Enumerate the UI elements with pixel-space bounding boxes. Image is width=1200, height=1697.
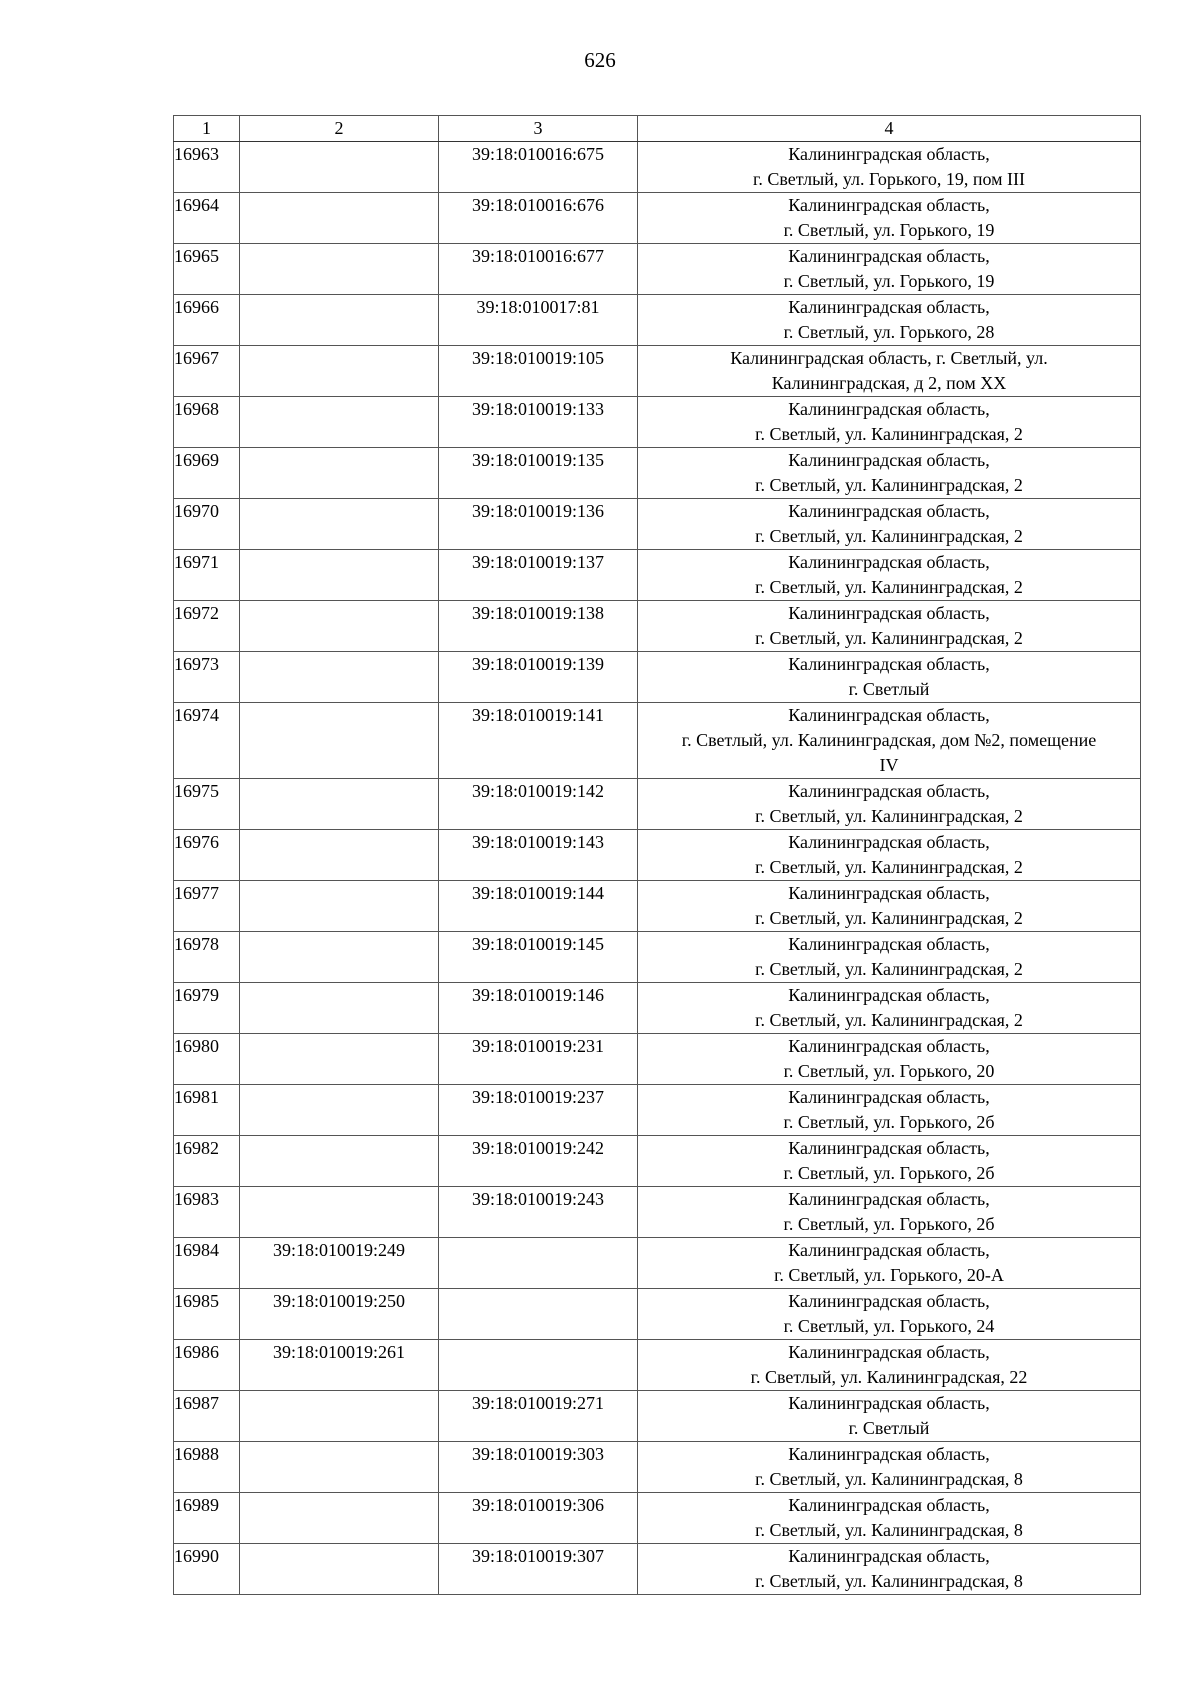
address-line: г. Светлый, ул. Горького, 19 [783, 220, 995, 240]
row-number-cell: 16990 [174, 1544, 240, 1595]
address-line: г. Светлый, ул. Горького, 24 [783, 1316, 995, 1336]
cadastral-number-col2-cell [240, 1442, 439, 1493]
cadastral-number-col3-cell: 39:18:010019:139 [439, 652, 638, 703]
address-line: Калининградская область, [788, 1444, 990, 1464]
address-line: г. Светлый, ул. Калининградская, 8 [755, 1469, 1023, 1489]
cadastral-number-col2-cell [240, 932, 439, 983]
address-cell [638, 295, 1141, 346]
address-cell [638, 142, 1141, 193]
cadastral-number-col2-cell [240, 142, 439, 193]
address-cell [638, 652, 1141, 703]
cadastral-number-col3-cell: 39:18:010019:143 [439, 830, 638, 881]
cadastral-number-col3-cell: 39:18:010016:675 [439, 142, 638, 193]
table-row [174, 932, 1141, 983]
cadastral-number-col2-cell: 39:18:010019:250 [240, 1289, 439, 1340]
cadastral-number-col2-cell [240, 830, 439, 881]
address-cell [638, 1238, 1141, 1289]
address-line: Калининградская область, [788, 450, 990, 470]
address-line: г. Светлый [848, 1418, 930, 1438]
address-line: г. Светлый, ул. Горького, 28 [783, 322, 995, 342]
address-line: г. Светлый, ул. Горького, 2б [783, 1163, 995, 1183]
row-number-cell: 16964 [174, 193, 240, 244]
table-row [174, 881, 1141, 932]
cadastral-number-col3-cell [439, 1289, 638, 1340]
cadastral-number-col2-cell [240, 1544, 439, 1595]
cadastral-number-col3-cell: 39:18:010019:105 [439, 346, 638, 397]
cadastral-number-col2-cell [240, 346, 439, 397]
cadastral-number-col3-cell: 39:18:010019:135 [439, 448, 638, 499]
table-body [174, 142, 1141, 1595]
address-cell [638, 550, 1141, 601]
cadastral-number-col2-cell [240, 1391, 439, 1442]
address-cell [638, 244, 1141, 295]
address-line: Калининградская область, [788, 781, 990, 801]
address-line: г. Светлый, ул. Горького, 2б [783, 1112, 995, 1132]
cadastral-number-col2-cell [240, 703, 439, 779]
address-line: Калининградская область, [788, 832, 990, 852]
address-line: Калининградская область, [788, 985, 990, 1005]
table-row [174, 830, 1141, 881]
table-row [174, 601, 1141, 652]
cadastral-number-col2-cell [240, 1136, 439, 1187]
address-line: г. Светлый, ул. Калининградская, 2 [755, 806, 1023, 826]
cadastral-number-col3-cell: 39:18:010019:141 [439, 703, 638, 779]
address-cell [638, 983, 1141, 1034]
cadastral-number-col3-cell: 39:18:010019:145 [439, 932, 638, 983]
address-line: Калининградская область, [788, 246, 990, 266]
cadastral-number-col3-cell: 39:18:010017:81 [439, 295, 638, 346]
address-cell [638, 1136, 1141, 1187]
address-line: Калининградская область, [788, 1138, 990, 1158]
address-line: г. Светлый, ул. Горького, 20 [783, 1061, 995, 1081]
address-cell [638, 1340, 1141, 1391]
address-line: Калининградская область, [788, 195, 990, 215]
address-line: г. Светлый, ул. Калининградская, 2 [755, 908, 1023, 928]
address-line: г. Светлый, ул. Калининградская, 2 [755, 475, 1023, 495]
cadastral-number-col2-cell [240, 499, 439, 550]
address-line: Калининградская область, [788, 552, 990, 572]
address-line: Калининградская область, [788, 297, 990, 317]
header-col-2: 2 [240, 116, 439, 142]
row-number-cell: 16986 [174, 1340, 240, 1391]
row-number-cell: 16976 [174, 830, 240, 881]
address-cell [638, 779, 1141, 830]
address-line: Калининградская область, [788, 883, 990, 903]
table-row [174, 1085, 1141, 1136]
row-number-cell: 16968 [174, 397, 240, 448]
address-line: г. Светлый, ул. Калининградская, 2 [755, 1010, 1023, 1030]
table-row [174, 142, 1141, 193]
address-line: Калининградская область, [788, 1036, 990, 1056]
address-line: IV [879, 755, 899, 775]
table-row [174, 652, 1141, 703]
cadastral-number-col3-cell: 39:18:010016:677 [439, 244, 638, 295]
table-row [174, 983, 1141, 1034]
table-header [174, 116, 1141, 142]
cadastral-number-col2-cell [240, 448, 439, 499]
cadastral-number-col3-cell [439, 1238, 638, 1289]
cadastral-number-col3-cell: 39:18:010019:303 [439, 1442, 638, 1493]
registry-table [173, 115, 1141, 1595]
address-line: Калининградская область, [788, 934, 990, 954]
table-row [174, 1544, 1141, 1595]
address-line: Калининградская, д 2, пом XX [771, 373, 1007, 393]
table-row [174, 1187, 1141, 1238]
address-line: г. Светлый, ул. Горького, 20-А [774, 1265, 1004, 1285]
row-number-cell: 16970 [174, 499, 240, 550]
address-line: г. Светлый, ул. Горького, 2б [783, 1214, 995, 1234]
table-row [174, 550, 1141, 601]
row-number-cell: 16967 [174, 346, 240, 397]
row-number-cell: 16969 [174, 448, 240, 499]
cadastral-number-col3-cell: 39:18:010019:137 [439, 550, 638, 601]
table-row [174, 193, 1141, 244]
cadastral-number-col2-cell [240, 397, 439, 448]
cadastral-number-col3-cell: 39:18:010019:144 [439, 881, 638, 932]
address-line: г. Светлый, ул. Горького, 19 [783, 271, 995, 291]
table-row [174, 1493, 1141, 1544]
table-row [174, 1289, 1141, 1340]
address-line: Калининградская область, [788, 603, 990, 623]
cadastral-number-col3-cell: 39:18:010019:231 [439, 1034, 638, 1085]
address-line: г. Светлый, ул. Калининградская, 2 [755, 424, 1023, 444]
address-cell [638, 1289, 1141, 1340]
cadastral-number-col3-cell: 39:18:010019:142 [439, 779, 638, 830]
row-number-cell: 16963 [174, 142, 240, 193]
header-col-4: 4 [638, 116, 1141, 142]
table-row [174, 1034, 1141, 1085]
address-line: Калининградская область, [788, 654, 990, 674]
address-line: г. Светлый, ул. Калининградская, 2 [755, 577, 1023, 597]
row-number-cell: 16965 [174, 244, 240, 295]
row-number-cell: 16977 [174, 881, 240, 932]
address-cell [638, 1085, 1141, 1136]
row-number-cell: 16988 [174, 1442, 240, 1493]
address-cell [638, 932, 1141, 983]
cadastral-number-col2-cell [240, 1034, 439, 1085]
address-line: г. Светлый, ул. Калининградская, 22 [750, 1367, 1028, 1387]
row-number-cell: 16973 [174, 652, 240, 703]
address-line: Калининградская область, [788, 1546, 990, 1566]
row-number-cell: 16972 [174, 601, 240, 652]
cadastral-number-col2-cell [240, 601, 439, 652]
table-row [174, 779, 1141, 830]
header-col-3: 3 [439, 116, 638, 142]
cadastral-number-col2-cell: 39:18:010019:249 [240, 1238, 439, 1289]
page-number: 626 [584, 48, 616, 72]
address-line: г. Светлый, ул. Калининградская, 2 [755, 959, 1023, 979]
address-cell [638, 499, 1141, 550]
address-line: Калининградская область, г. Светлый, ул. [730, 348, 1048, 368]
cadastral-number-col3-cell [439, 1340, 638, 1391]
table-row [174, 295, 1141, 346]
cadastral-number-col3-cell: 39:18:010016:676 [439, 193, 638, 244]
address-cell [638, 830, 1141, 881]
address-line: Калининградская область, [788, 1342, 990, 1362]
address-line: г. Светлый, ул. Калининградская, 2 [755, 857, 1023, 877]
row-number-cell: 16985 [174, 1289, 240, 1340]
address-cell [638, 1391, 1141, 1442]
address-line: Калининградская область, [788, 1393, 990, 1413]
cadastral-number-col2-cell: 39:18:010019:261 [240, 1340, 439, 1391]
address-line: Калининградская область, [788, 1291, 990, 1311]
address-line: г. Светлый [848, 679, 930, 699]
address-line: г. Светлый, ул. Калининградская, дом №2, помещение [681, 730, 1097, 750]
row-number-cell: 16966 [174, 295, 240, 346]
table-row [174, 397, 1141, 448]
address-line: Калининградская область, [788, 1495, 990, 1515]
row-number-cell: 16981 [174, 1085, 240, 1136]
address-line: Калининградская область, [788, 1087, 990, 1107]
address-cell [638, 881, 1141, 932]
cadastral-number-col3-cell: 39:18:010019:146 [439, 983, 638, 1034]
address-line: г. Светлый, ул. Калининградская, 2 [755, 526, 1023, 546]
cadastral-number-col2-cell [240, 881, 439, 932]
table-row [174, 244, 1141, 295]
row-number-cell: 16971 [174, 550, 240, 601]
address-line: г. Светлый, ул. Горького, 19, пом III [752, 169, 1026, 189]
table-row [174, 703, 1141, 779]
address-cell [638, 1187, 1141, 1238]
address-cell [638, 1034, 1141, 1085]
cadastral-number-col2-cell [240, 193, 439, 244]
address-cell [638, 601, 1141, 652]
cadastral-number-col3-cell: 39:18:010019:138 [439, 601, 638, 652]
cadastral-number-col2-cell [240, 550, 439, 601]
address-line: г. Светлый, ул. Калининградская, 8 [755, 1520, 1023, 1540]
cadastral-number-col2-cell [240, 779, 439, 830]
address-line: Калининградская область, [788, 399, 990, 419]
cadastral-number-col2-cell [240, 295, 439, 346]
address-cell [638, 703, 1141, 779]
cadastral-number-col2-cell [240, 983, 439, 1034]
row-number-cell: 16978 [174, 932, 240, 983]
cadastral-number-col3-cell: 39:18:010019:307 [439, 1544, 638, 1595]
address-line: Калининградская область, [788, 144, 990, 164]
table-row [174, 1136, 1141, 1187]
address-line: г. Светлый, ул. Калининградская, 8 [755, 1571, 1023, 1591]
address-line: Калининградская область, [788, 1240, 990, 1260]
address-line: Калининградская область, [788, 501, 990, 521]
cadastral-number-col3-cell: 39:18:010019:306 [439, 1493, 638, 1544]
address-cell [638, 448, 1141, 499]
address-line: Калининградская область, [788, 1189, 990, 1209]
table-row [174, 499, 1141, 550]
cadastral-number-col2-cell [240, 1085, 439, 1136]
cadastral-number-col2-cell [240, 244, 439, 295]
address-cell [638, 193, 1141, 244]
row-number-cell: 16984 [174, 1238, 240, 1289]
address-cell [638, 397, 1141, 448]
table-row [174, 1442, 1141, 1493]
row-number-cell: 16987 [174, 1391, 240, 1442]
address-cell [638, 346, 1141, 397]
address-line: Калининградская область, [788, 705, 990, 725]
row-number-cell: 16975 [174, 779, 240, 830]
cadastral-number-col3-cell: 39:18:010019:136 [439, 499, 638, 550]
row-number-cell: 16974 [174, 703, 240, 779]
row-number-cell: 16983 [174, 1187, 240, 1238]
table-row [174, 346, 1141, 397]
address-cell [638, 1493, 1141, 1544]
cadastral-number-col2-cell [240, 1187, 439, 1238]
row-number-cell: 16979 [174, 983, 240, 1034]
header-row [174, 116, 1141, 142]
cadastral-number-col2-cell [240, 1493, 439, 1544]
table-row [174, 1238, 1141, 1289]
address-line: г. Светлый, ул. Калининградская, 2 [755, 628, 1023, 648]
row-number-cell: 16980 [174, 1034, 240, 1085]
row-number-cell: 16989 [174, 1493, 240, 1544]
cadastral-number-col3-cell: 39:18:010019:243 [439, 1187, 638, 1238]
cadastral-number-col2-cell [240, 652, 439, 703]
cadastral-number-col3-cell: 39:18:010019:242 [439, 1136, 638, 1187]
cadastral-number-col3-cell: 39:18:010019:271 [439, 1391, 638, 1442]
address-cell [638, 1442, 1141, 1493]
cadastral-number-col3-cell: 39:18:010019:237 [439, 1085, 638, 1136]
row-number-cell: 16982 [174, 1136, 240, 1187]
cadastral-number-col3-cell: 39:18:010019:133 [439, 397, 638, 448]
table-row [174, 1391, 1141, 1442]
table-row [174, 1340, 1141, 1391]
table-row [174, 448, 1141, 499]
header-col-1: 1 [174, 116, 240, 142]
address-cell [638, 1544, 1141, 1595]
